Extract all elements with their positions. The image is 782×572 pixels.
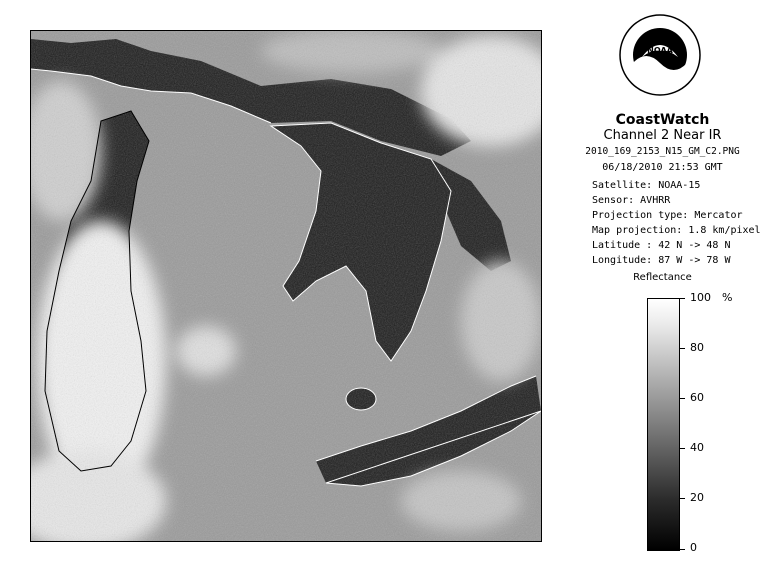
colorbar-label: Reflectance xyxy=(633,272,692,283)
colorbar-tick-label: 20 xyxy=(690,491,704,504)
colorbar-tick xyxy=(680,549,685,550)
noaa-logo xyxy=(618,13,702,97)
meta-projection-type: Projection type: Mercator xyxy=(592,210,743,221)
colorbar-unit: % xyxy=(722,291,733,304)
meta-latitude: Latitude : 42 N -> 48 N xyxy=(592,240,731,251)
meta-longitude: Longitude: 87 W -> 78 W xyxy=(592,255,731,266)
meta-map-projection: Map projection: 1.8 km/pixel xyxy=(592,225,761,236)
colorbar-tick xyxy=(680,298,685,299)
colorbar-tick-label: 60 xyxy=(690,391,704,404)
colorbar-tick-label: 100 xyxy=(690,291,711,304)
datetime-label: 06/18/2010 21:53 GMT xyxy=(602,162,723,173)
colorbar xyxy=(647,298,680,551)
noaa-logo-svg xyxy=(618,13,702,97)
coastwatch-title: CoastWatch xyxy=(615,112,710,128)
colorbar-tick xyxy=(680,398,685,399)
meta-satellite: Satellite: NOAA-15 xyxy=(592,180,701,191)
satellite-image-map xyxy=(30,30,542,542)
colorbar-tick-label: 0 xyxy=(690,541,697,554)
colorbar-tick-label: 80 xyxy=(690,341,704,354)
channel-label: Channel 2 Near IR xyxy=(603,128,722,143)
colorbar-tick xyxy=(680,348,685,349)
metadata-list xyxy=(592,178,761,268)
meta-sensor: Sensor: AVHRR xyxy=(592,195,671,206)
map-svg xyxy=(31,31,541,541)
colorbar-tick-label: 40 xyxy=(690,441,704,454)
filename-label: 2010_169_2153_N15_GM_C2.PNG xyxy=(585,146,740,157)
colorbar-tick xyxy=(680,448,685,449)
colorbar-tick xyxy=(680,498,685,499)
noaa-logo-text: NOAA xyxy=(647,46,673,55)
